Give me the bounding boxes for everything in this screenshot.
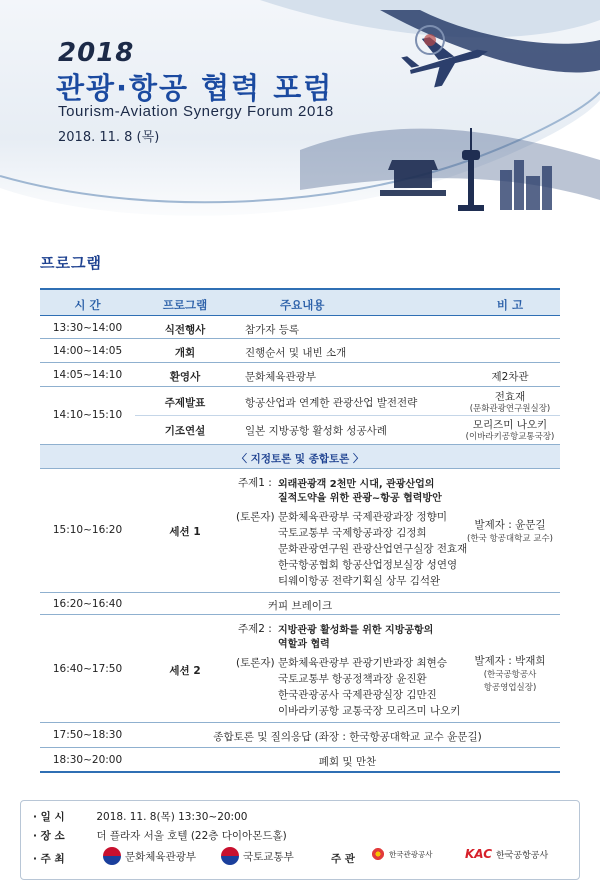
- presenter-sub: (한국 항공대학교 교수): [467, 534, 553, 544]
- panelist: 문화체육관광부 관광기반과장 최현승: [278, 657, 447, 669]
- topic-line-1: 지방관광 활성화를 위한 지방공항의: [278, 625, 434, 636]
- row-time: 14:00~14:05: [52, 345, 123, 357]
- info-venue-label: · 장 소: [33, 830, 65, 842]
- forum-title-korean: 관광·항공 협력 포럼: [56, 71, 334, 105]
- panel-label: (토론자): [236, 511, 275, 523]
- row-content: 일본 지방공항 활성화 성공사례: [245, 425, 387, 437]
- row-content: 항공산업과 연계한 관광산업 발전전략: [245, 397, 418, 409]
- info-venue-line: [33, 828, 287, 843]
- row-time: 14:05~14:10: [52, 369, 123, 381]
- host-logo-mcst: [103, 847, 196, 865]
- table-row: [40, 593, 560, 615]
- panelist: 국토교통부 국제항공과장 김정희: [278, 527, 427, 539]
- government-emblem-icon: [103, 847, 121, 865]
- discussion-band: [40, 445, 560, 469]
- row-content: 커피 브레이크: [267, 600, 333, 612]
- row-program: 개회: [174, 347, 196, 359]
- row-program: 주제발표: [164, 397, 206, 409]
- header-banner: [0, 0, 600, 232]
- header-note: 비 고: [496, 298, 524, 312]
- row-content: 종합토론 및 질의응답 (좌장 : 한국항공대학교 교수 윤문길): [213, 731, 482, 743]
- government-emblem-icon: [221, 847, 239, 865]
- presenter: 발제자 : 박재희: [474, 655, 546, 667]
- forum-title-english: Tourism-Aviation Synergy Forum 2018: [58, 103, 334, 120]
- organizer-name: 한국관광공사: [389, 849, 433, 859]
- topic-line-2: 역할과 협력: [278, 639, 330, 650]
- row-time: 14:10~15:10: [52, 409, 123, 421]
- header-time: 시 간: [74, 298, 101, 312]
- topic-label: 주제1 :: [238, 477, 272, 489]
- row-program: 환영사: [169, 371, 201, 383]
- forum-year: 2018: [58, 38, 135, 68]
- organizer-name: 한국공항공사: [496, 850, 549, 861]
- table-row: [40, 363, 560, 387]
- row-time: 16:20~16:40: [52, 598, 123, 610]
- kac-logo-icon: KAC: [465, 847, 493, 861]
- header-program: 프로그램: [162, 298, 208, 312]
- row-time: 16:40~17:50: [52, 663, 123, 675]
- info-venue-value: 더 플라자 서울 호텔 (22층 다이아몬드홀): [96, 830, 287, 842]
- panelist: 한국관광공사 국제관광실장 김만진: [278, 689, 437, 701]
- row-content: 문화체육관광부: [245, 371, 317, 383]
- event-info-box: [20, 800, 580, 880]
- forum-date: 2018. 11. 8 (목): [58, 130, 160, 145]
- row-time: 13:30~14:00: [52, 322, 123, 334]
- row-time: 17:50~18:30: [52, 729, 123, 741]
- program-heading: 프로그램: [40, 254, 102, 272]
- info-date-label: · 일 시: [33, 811, 65, 823]
- organizer-logo-kto: [371, 847, 432, 861]
- panelist: 한국항공협회 항공산업정보실장 성연영: [278, 559, 458, 571]
- row-note-sub: (이바라키공항교통국장): [465, 432, 555, 442]
- session-1-row: [40, 469, 560, 593]
- table-row: [40, 339, 560, 363]
- row-time: 18:30~20:00: [52, 754, 123, 766]
- table-row: [40, 748, 560, 773]
- host-logo-molit: [221, 847, 294, 865]
- presenter-sub: (한국공항공사: [483, 670, 537, 680]
- host-name: 문화체육관광부: [125, 850, 197, 863]
- band-label: 〈 지정토론 및 종합토론 〉: [236, 453, 364, 465]
- panelist: 문화체육관광부 국제관광과장 정향미: [278, 511, 447, 523]
- row-content: 폐회 및 만찬: [318, 756, 377, 768]
- row-note: 전효재: [494, 391, 526, 403]
- organizer-label: 주 관: [331, 853, 355, 865]
- row-program: 세션 1: [169, 526, 201, 538]
- inner-divider: [135, 415, 560, 416]
- table-row: [40, 316, 560, 339]
- organizer-logo-kac: [465, 847, 548, 861]
- header-content: 주요내용: [280, 298, 325, 312]
- topic-label: 주제2 :: [238, 623, 272, 635]
- row-content: 진행순서 및 내빈 소개: [245, 347, 347, 359]
- panelist: 국토교통부 항공정책과장 윤진환: [278, 673, 427, 685]
- table-row-group: [40, 387, 560, 445]
- row-note-sub: (문화관광연구원실장): [469, 404, 551, 414]
- info-date-line: [33, 809, 247, 824]
- presenter-sub: 항공영업실장): [483, 683, 537, 693]
- row-note: 모리즈미 나오키: [472, 419, 548, 431]
- info-date-value: 2018. 11. 8(목) 13:30~20:00: [96, 811, 248, 823]
- panelist: 티웨이항공 전략기획실 상무 김석완: [278, 575, 441, 587]
- row-content: 참가자 등록: [245, 324, 300, 336]
- kto-flower-icon: [371, 847, 385, 861]
- row-program: 식전행사: [164, 324, 206, 336]
- panelist: 이바라키공항 교통국장 모리즈미 나오키: [278, 705, 461, 717]
- row-program: 기조연설: [164, 425, 206, 437]
- presenter: 발제자 : 윤문길: [474, 519, 546, 531]
- row-program: 세션 2: [169, 665, 201, 677]
- row-note: 제2차관: [491, 371, 529, 383]
- table-row: [40, 723, 560, 748]
- topic-line-1: 외래관광객 2천만 시대, 관광산업의: [278, 479, 435, 490]
- panelist: 문화관광연구원 관광산업연구실장 전효재: [278, 543, 468, 555]
- row-time: 15:10~16:20: [52, 524, 123, 536]
- info-host-label-line: [33, 851, 93, 866]
- info-host-label: · 주 최: [33, 853, 65, 865]
- table-header-row: [40, 288, 560, 316]
- host-name: 국토교통부: [243, 850, 294, 863]
- session-2-row: [40, 615, 560, 723]
- panel-label: (토론자): [236, 657, 275, 669]
- topic-line-2: 질적도약을 위한 관광~항공 협력방안: [278, 493, 442, 504]
